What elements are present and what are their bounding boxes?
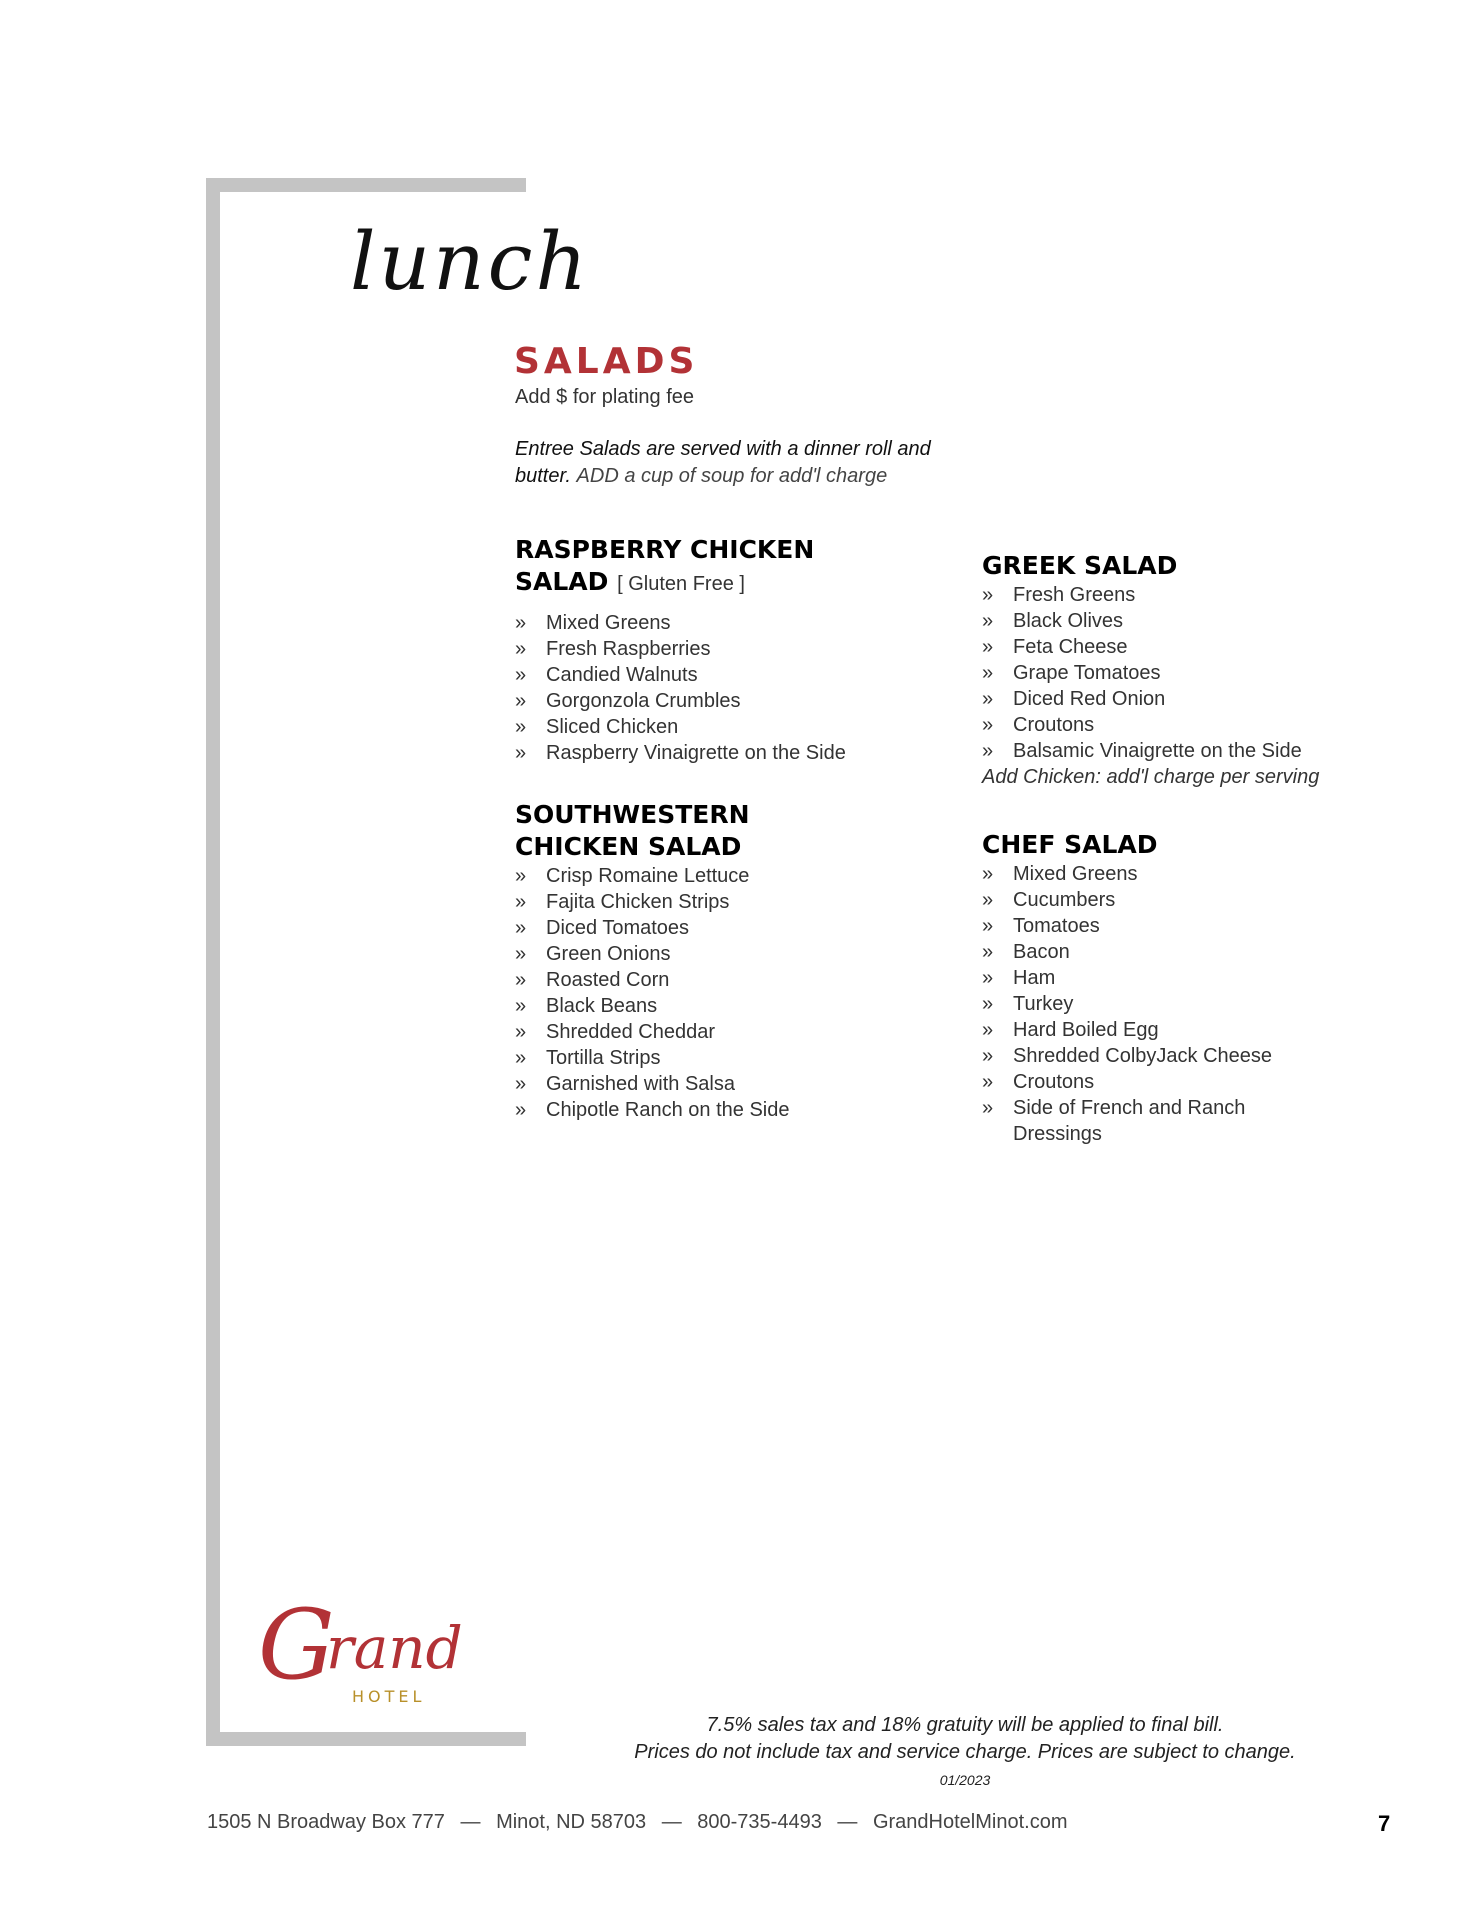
ingredient-text: Croutons [1013, 714, 1095, 736]
ingredient-item [982, 660, 1342, 686]
ingredient-item [515, 636, 935, 662]
logo-graphic [256, 1570, 486, 1730]
ingredient-list [982, 582, 1342, 764]
ingredient-text: Diced Tomatoes [546, 917, 690, 939]
ingredient-item [515, 688, 935, 714]
bullet-icon: » [515, 742, 527, 764]
ingredient-text: Cucumbers [1013, 889, 1116, 911]
bullet-icon: » [515, 690, 527, 712]
ingredient-item [982, 686, 1342, 712]
frame-bar-top [206, 178, 526, 192]
bullet-icon: » [515, 612, 527, 634]
bullet-icon: » [982, 714, 994, 736]
ingredient-item [982, 712, 1342, 738]
frame-bar-vertical [206, 178, 220, 1746]
bullet-icon: » [982, 889, 994, 911]
footer-separator: — [837, 1811, 858, 1833]
ingredient-text: Chipotle Ranch on the Side [546, 1099, 790, 1121]
ingredient-item [982, 1095, 1282, 1147]
salad-greek [982, 550, 1342, 791]
ingredient-text: Fresh Greens [1013, 584, 1136, 606]
bullet-icon: » [515, 917, 527, 939]
bullet-icon: » [515, 995, 527, 1017]
ingredient-item [982, 634, 1342, 660]
bullet-icon: » [982, 688, 994, 710]
intro-strong: Entree Salads are served with a dinner roll and butter. [515, 438, 931, 487]
bullet-icon: » [515, 891, 527, 913]
ingredient-item [982, 887, 1282, 913]
logo-initial: G [258, 1589, 335, 1701]
salad-name-line1: RASPBERRY CHICKEN [515, 535, 815, 564]
logo-rest: rand [326, 1614, 463, 1682]
bullet-icon: » [982, 662, 994, 684]
ingredient-text: Mixed Greens [546, 612, 671, 634]
salad-name-line1: SOUTHWESTERN [515, 800, 750, 829]
ingredient-text: Fajita Chicken Strips [546, 891, 730, 913]
ingredient-item [515, 993, 935, 1019]
ingredient-item [515, 967, 935, 993]
salad-name [515, 799, 935, 863]
bullet-icon: » [982, 915, 994, 937]
bullet-icon: » [515, 1047, 527, 1069]
fine-print-date: 01/2023 [939, 1772, 991, 1788]
bullet-icon: » [982, 610, 994, 632]
bullet-icon: » [982, 1097, 994, 1119]
bullet-icon: » [515, 865, 527, 887]
ingredient-text: Diced Red Onion [1013, 688, 1166, 710]
intro-light: ADD a cup of soup for add'l charge [576, 465, 888, 487]
ingredient-text: Turkey [1013, 993, 1074, 1015]
footer-contact [207, 1811, 1067, 1834]
ingredient-item [982, 991, 1282, 1017]
bullet-icon: » [982, 993, 994, 1015]
plating-note: Add $ for plating fee [515, 386, 695, 408]
fine-print-prices: Prices do not include tax and service charge. Prices are subject to change. [634, 1741, 1296, 1763]
ingredient-text: Black Olives [1013, 610, 1124, 632]
bullet-icon: » [982, 941, 994, 963]
ingredient-text: Fresh Raspberries [546, 638, 711, 660]
ingredient-text: Side of French and Ranch Dressings [1013, 1097, 1246, 1145]
ingredient-text: Bacon [1013, 941, 1070, 963]
bullet-icon: » [515, 638, 527, 660]
ingredient-item [515, 714, 935, 740]
bullet-icon: » [982, 740, 994, 762]
bullet-icon: » [515, 1099, 527, 1121]
ingredient-text: Ham [1013, 967, 1056, 989]
ingredient-item [982, 1069, 1282, 1095]
bullet-icon: » [982, 967, 994, 989]
ingredient-item [515, 863, 935, 889]
section-title: SALADS [514, 341, 699, 382]
salad-name: GREEK SALAD [982, 551, 1178, 580]
salad-name-line2: CHICKEN SALAD [515, 832, 742, 861]
ingredient-text: Grape Tomatoes [1013, 662, 1161, 684]
gluten-free-note: [ Gluten Free ] [617, 573, 745, 595]
ingredient-text: Roasted Corn [546, 969, 670, 991]
ingredient-item [515, 662, 935, 688]
ingredient-text: Shredded ColbyJack Cheese [1013, 1045, 1273, 1067]
ingredient-text: Mixed Greens [1013, 863, 1138, 885]
bullet-icon: » [515, 1021, 527, 1043]
ingredient-text: Croutons [1013, 1071, 1095, 1093]
ingredient-text: Hard Boiled Egg [1013, 1019, 1159, 1041]
intro-text [515, 436, 985, 490]
ingredient-item [515, 915, 935, 941]
ingredient-item [515, 1097, 935, 1123]
ingredient-item [982, 939, 1282, 965]
fine-print-tax: 7.5% sales tax and 18% gratuity will be applied to final bill. [706, 1714, 1224, 1736]
ingredient-list [515, 863, 935, 1123]
salad-name-line2: SALAD [515, 567, 609, 596]
ingredient-text: Raspberry Vinaigrette on the Side [546, 742, 846, 764]
bullet-icon: » [982, 1045, 994, 1067]
bullet-icon: » [982, 636, 994, 658]
footer-address: 1505 N Broadway Box 777 [207, 1811, 445, 1833]
bullet-icon: » [515, 664, 527, 686]
ingredient-item [515, 941, 935, 967]
bullet-icon: » [515, 943, 527, 965]
ingredient-item [982, 1043, 1282, 1069]
bullet-icon: » [982, 584, 994, 606]
salad-chef [982, 829, 1282, 1147]
ingredient-text: Candied Walnuts [546, 664, 698, 686]
ingredient-text: Tomatoes [1013, 915, 1100, 937]
footer-separator: — [460, 1811, 481, 1833]
ingredient-item [982, 1017, 1282, 1043]
ingredient-item [515, 1071, 935, 1097]
page-title: lunch [350, 215, 590, 308]
bullet-icon: » [982, 1071, 994, 1093]
frame-bar-bottom [206, 1732, 526, 1746]
footer-separator: — [661, 1811, 682, 1833]
ingredient-item [982, 582, 1342, 608]
ingredient-list [515, 610, 935, 766]
salad-southwestern-chicken [515, 799, 935, 1123]
ingredient-text: Feta Cheese [1013, 636, 1128, 658]
bullet-icon: » [515, 1073, 527, 1095]
add-chicken-note: Add Chicken: add'l charge per serving [982, 766, 1320, 788]
ingredient-item [515, 610, 935, 636]
ingredient-text: Crisp Romaine Lettuce [546, 865, 750, 887]
ingredient-item [515, 889, 935, 915]
salad-name: CHEF SALAD [982, 830, 1158, 859]
ingredient-text: Gorgonzola Crumbles [546, 690, 741, 712]
salad-name [515, 534, 935, 600]
ingredient-text: Balsamic Vinaigrette on the Side [1013, 740, 1302, 762]
ingredient-list [982, 861, 1282, 1147]
ingredient-text: Green Onions [546, 943, 671, 965]
salad-raspberry-chicken [515, 534, 935, 766]
ingredient-text: Shredded Cheddar [546, 1021, 716, 1043]
ingredient-item [515, 740, 935, 766]
ingredient-item [982, 608, 1342, 634]
footer-phone: 800-735-4493 [697, 1811, 822, 1833]
ingredient-text: Sliced Chicken [546, 716, 679, 738]
bullet-icon: » [982, 1019, 994, 1041]
bullet-icon: » [515, 716, 527, 738]
ingredient-text: Black Beans [546, 995, 658, 1017]
ingredient-item [982, 965, 1282, 991]
logo-sub: HOTEL [352, 1687, 426, 1706]
bullet-icon: » [515, 969, 527, 991]
ingredient-text: Garnished with Salsa [546, 1073, 735, 1095]
page-number: 7 [1378, 1811, 1391, 1836]
ingredient-text: Tortilla Strips [546, 1047, 661, 1069]
ingredient-item [982, 913, 1282, 939]
ingredient-item [515, 1045, 935, 1071]
ingredient-item [515, 1019, 935, 1045]
footer-website[interactable]: GrandHotelMinot.com [872, 1811, 1068, 1833]
ingredient-item [982, 861, 1282, 887]
ingredient-item [982, 738, 1342, 764]
grand-hotel-logo [256, 1570, 486, 1730]
footer-city: Minot, ND 58703 [496, 1811, 647, 1833]
bullet-icon: » [982, 863, 994, 885]
